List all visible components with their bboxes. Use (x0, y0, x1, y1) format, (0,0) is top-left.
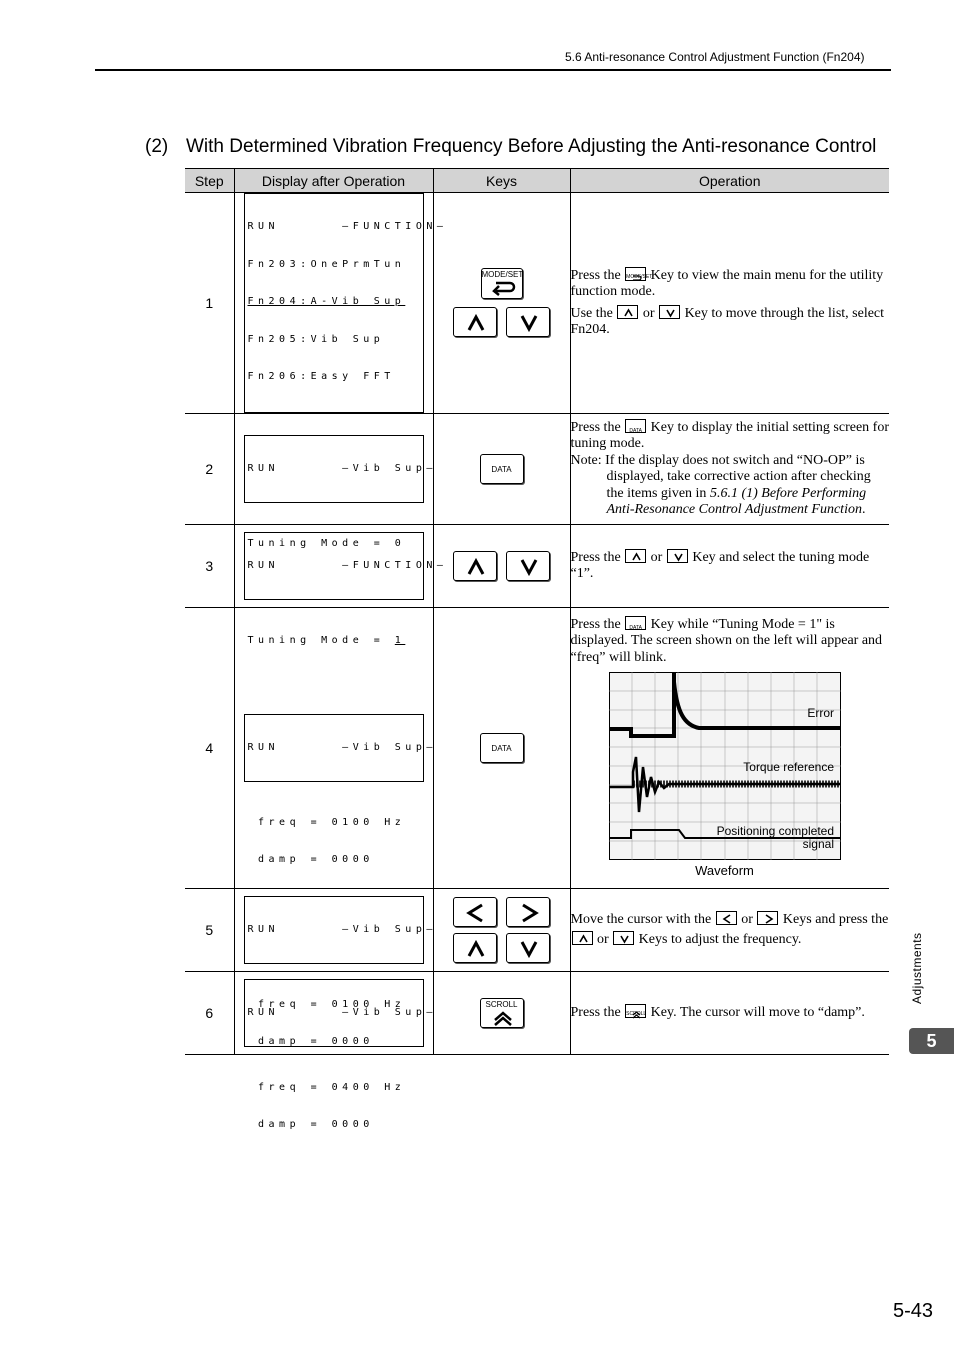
note (571, 453, 890, 519)
op-text: Key while “Tuning Mode = 1" is displayed. The screen shown on the left will appear and “freq” will blink. (570, 616, 883, 665)
right-arrow-icon (507, 898, 551, 928)
return-arrow-icon (482, 269, 524, 300)
operation-cell (570, 971, 889, 1054)
step-number: 2 (185, 413, 234, 524)
up-arrow-icon (454, 308, 498, 338)
header-rule (95, 69, 891, 71)
keys-cell (433, 413, 570, 524)
op-text: Press the (570, 616, 621, 632)
lcd-line: RUN —Vib Sup— (247, 1006, 437, 1018)
lcd-line-selected: Fn204:A-Vib Sup (247, 296, 406, 307)
scroll-key-inline-icon: SCROLL (625, 1004, 646, 1018)
data-key[interactable] (480, 733, 524, 763)
op-text: Key to view the main menu for the utility function mode. (570, 267, 884, 300)
down-key[interactable] (506, 933, 550, 963)
step-number: 6 (185, 971, 234, 1054)
lcd-line: Fn205:Vib Sup (247, 333, 385, 345)
down-key[interactable] (506, 307, 550, 337)
operation-cell (570, 413, 889, 524)
chart-label-torque: Torque reference (742, 760, 834, 774)
col-header-operation: Operation (570, 169, 889, 193)
lcd-line: RUN —Vib Sup— (247, 462, 437, 474)
procedure-table (185, 168, 889, 1130)
lcd-line: freq = 0100 Hz (247, 998, 406, 1010)
data-key-inline-icon: DATA (625, 616, 646, 630)
up-arrow-icon (454, 552, 498, 582)
chart-title: Waveform (695, 863, 754, 878)
up-key-inline-icon (572, 931, 593, 945)
op-text: Press the (570, 549, 621, 565)
running-header: 5.6 Anti-resonance Control Adjustment Function (Fn204) (565, 50, 865, 64)
operation-cell (570, 524, 889, 607)
lcd-line: freq = 0400 Hz (247, 1081, 406, 1093)
table-row (185, 524, 889, 607)
lcd-line: Fn206:Easy FFT (247, 371, 395, 382)
up-key-inline-icon (617, 305, 638, 319)
table-row (185, 413, 889, 524)
op-text: Use the (570, 305, 613, 321)
up-key[interactable] (453, 307, 497, 337)
op-text: Key to display the initial setting screen for tuning mode. (570, 419, 889, 451)
down-arrow-icon (507, 552, 551, 582)
note-reference: 5.6.1 (1) Before Performing Anti-Resonance Control Adjustment Function (606, 485, 867, 517)
keys-cell (433, 607, 570, 888)
table-row (185, 888, 889, 971)
down-arrow-icon (507, 934, 551, 964)
up-arrow-icon (454, 934, 498, 964)
left-key-inline-icon (716, 911, 737, 925)
keys-cell (433, 524, 570, 607)
lcd-line (248, 961, 423, 974)
note-text: If the display does not switch and “NO-OP” is displayed, take corrective action after checking the items given in (605, 452, 871, 501)
col-header-display: Display after Operation (234, 169, 433, 193)
lcd-text: Tuning Mode = (247, 634, 395, 646)
mode-set-key[interactable] (481, 268, 523, 299)
lcd-line: damp = 0000 (247, 854, 374, 865)
op-text: or (741, 911, 753, 927)
display-cell (234, 888, 437, 1047)
down-key-inline-icon (659, 305, 680, 319)
note-label: Note: (570, 452, 602, 468)
lcd-line: RUN —FUNCTION— (247, 559, 448, 571)
step-number: 4 (185, 607, 234, 888)
lcd-line: RUN —FUNCTION— (247, 221, 448, 232)
section-title-text: With Determined Vibration Frequency Before Adjusting the Anti-resonance Control (186, 136, 877, 157)
table-row (185, 971, 889, 1054)
down-key-inline-icon (613, 931, 634, 945)
table-header-row (185, 169, 889, 193)
down-arrow-icon (507, 308, 551, 338)
data-key[interactable] (480, 454, 524, 484)
op-text: Press the (570, 1004, 621, 1020)
key-label: DATA (491, 743, 512, 753)
display-cell (234, 524, 448, 646)
up-key[interactable] (453, 933, 497, 963)
page-number: 5-43 (893, 1300, 934, 1322)
lcd-line: damp = 0000 (247, 1036, 374, 1047)
chapter-tab: 5 (909, 1028, 954, 1054)
key-label: MODE/SET (481, 270, 524, 280)
right-key[interactable] (506, 897, 550, 927)
op-text: Key. The cursor will move to “damp”. (650, 1004, 865, 1020)
table-row (185, 193, 889, 414)
waveform-oscillogram (609, 672, 841, 860)
right-key-inline-icon (757, 911, 778, 925)
lcd-display (244, 193, 448, 413)
up-key[interactable] (453, 551, 497, 581)
lcd-line: RUN —Vib Sup— (247, 923, 437, 935)
key-label: DATA (491, 464, 512, 474)
operation-cell (570, 193, 889, 414)
lcd-display (244, 435, 437, 549)
lcd-display (244, 896, 437, 1047)
lcd-display (244, 979, 437, 1130)
lcd-line (248, 597, 423, 610)
op-text: Press the (570, 267, 621, 283)
display-cell (234, 971, 437, 1130)
up-key-inline-icon (625, 549, 646, 563)
lcd-display (244, 714, 437, 865)
lcd-line: Tuning Mode = 0 (247, 537, 406, 549)
step-number: 1 (185, 193, 234, 414)
op-text: Key to move through the list, select Fn204. (570, 305, 885, 338)
double-up-arrow-icon (481, 999, 525, 1029)
lcd-display (244, 532, 448, 646)
lcd-cursor: 1 (394, 634, 406, 646)
down-key-inline-icon (667, 549, 688, 563)
chart-label-positioning-2: signal (802, 837, 834, 851)
step-number: 5 (185, 888, 234, 971)
scroll-key[interactable] (480, 998, 524, 1028)
lcd-line: freq = 0100 Hz (247, 816, 406, 828)
display-cell (234, 193, 448, 414)
chart-label-error: Error (806, 706, 834, 720)
lcd-line: damp = 0000 (247, 1119, 374, 1130)
operation-cell (570, 888, 889, 971)
op-text: or (597, 931, 609, 947)
lcd-line (248, 500, 423, 513)
lcd-line (248, 635, 423, 648)
lcd-line: Fn203:OnePrmTun (247, 258, 406, 270)
op-text: Key and select the tuning mode “1”. (570, 549, 870, 581)
op-text: Move the cursor with the (570, 911, 712, 927)
op-text: Keys to adjust the frequency. (638, 931, 802, 947)
lcd-line (248, 779, 423, 792)
section-title (145, 136, 876, 158)
waveform-figure (609, 672, 841, 880)
keys-cell (433, 193, 570, 414)
col-header-keys: Keys (433, 169, 570, 193)
section-number: (2) (145, 136, 169, 157)
down-key[interactable] (506, 551, 550, 581)
chart-label-positioning: Positioning completed (716, 824, 834, 838)
key-label: SCROLL (485, 999, 518, 1009)
left-key[interactable] (453, 897, 497, 927)
note-text: . (861, 502, 866, 517)
keys-cell (433, 971, 570, 1054)
operation-cell (570, 607, 889, 888)
left-arrow-icon (454, 898, 498, 928)
lcd-line: RUN —Vib Sup— (247, 741, 437, 753)
data-key-inline-icon: DATA (625, 419, 646, 433)
col-header-step: Step (185, 169, 234, 193)
display-cell (234, 413, 437, 549)
lcd-line (248, 1044, 423, 1057)
keys-cell (433, 888, 570, 971)
step-number: 3 (185, 524, 234, 607)
op-text: Keys and press the (782, 911, 889, 927)
side-tab-label: Adjustments (910, 932, 924, 1004)
op-text: or (642, 305, 655, 321)
op-text: or (650, 549, 663, 565)
mode-set-key-inline-icon: MODE/SET (625, 267, 646, 281)
op-text: Press the (570, 419, 621, 435)
